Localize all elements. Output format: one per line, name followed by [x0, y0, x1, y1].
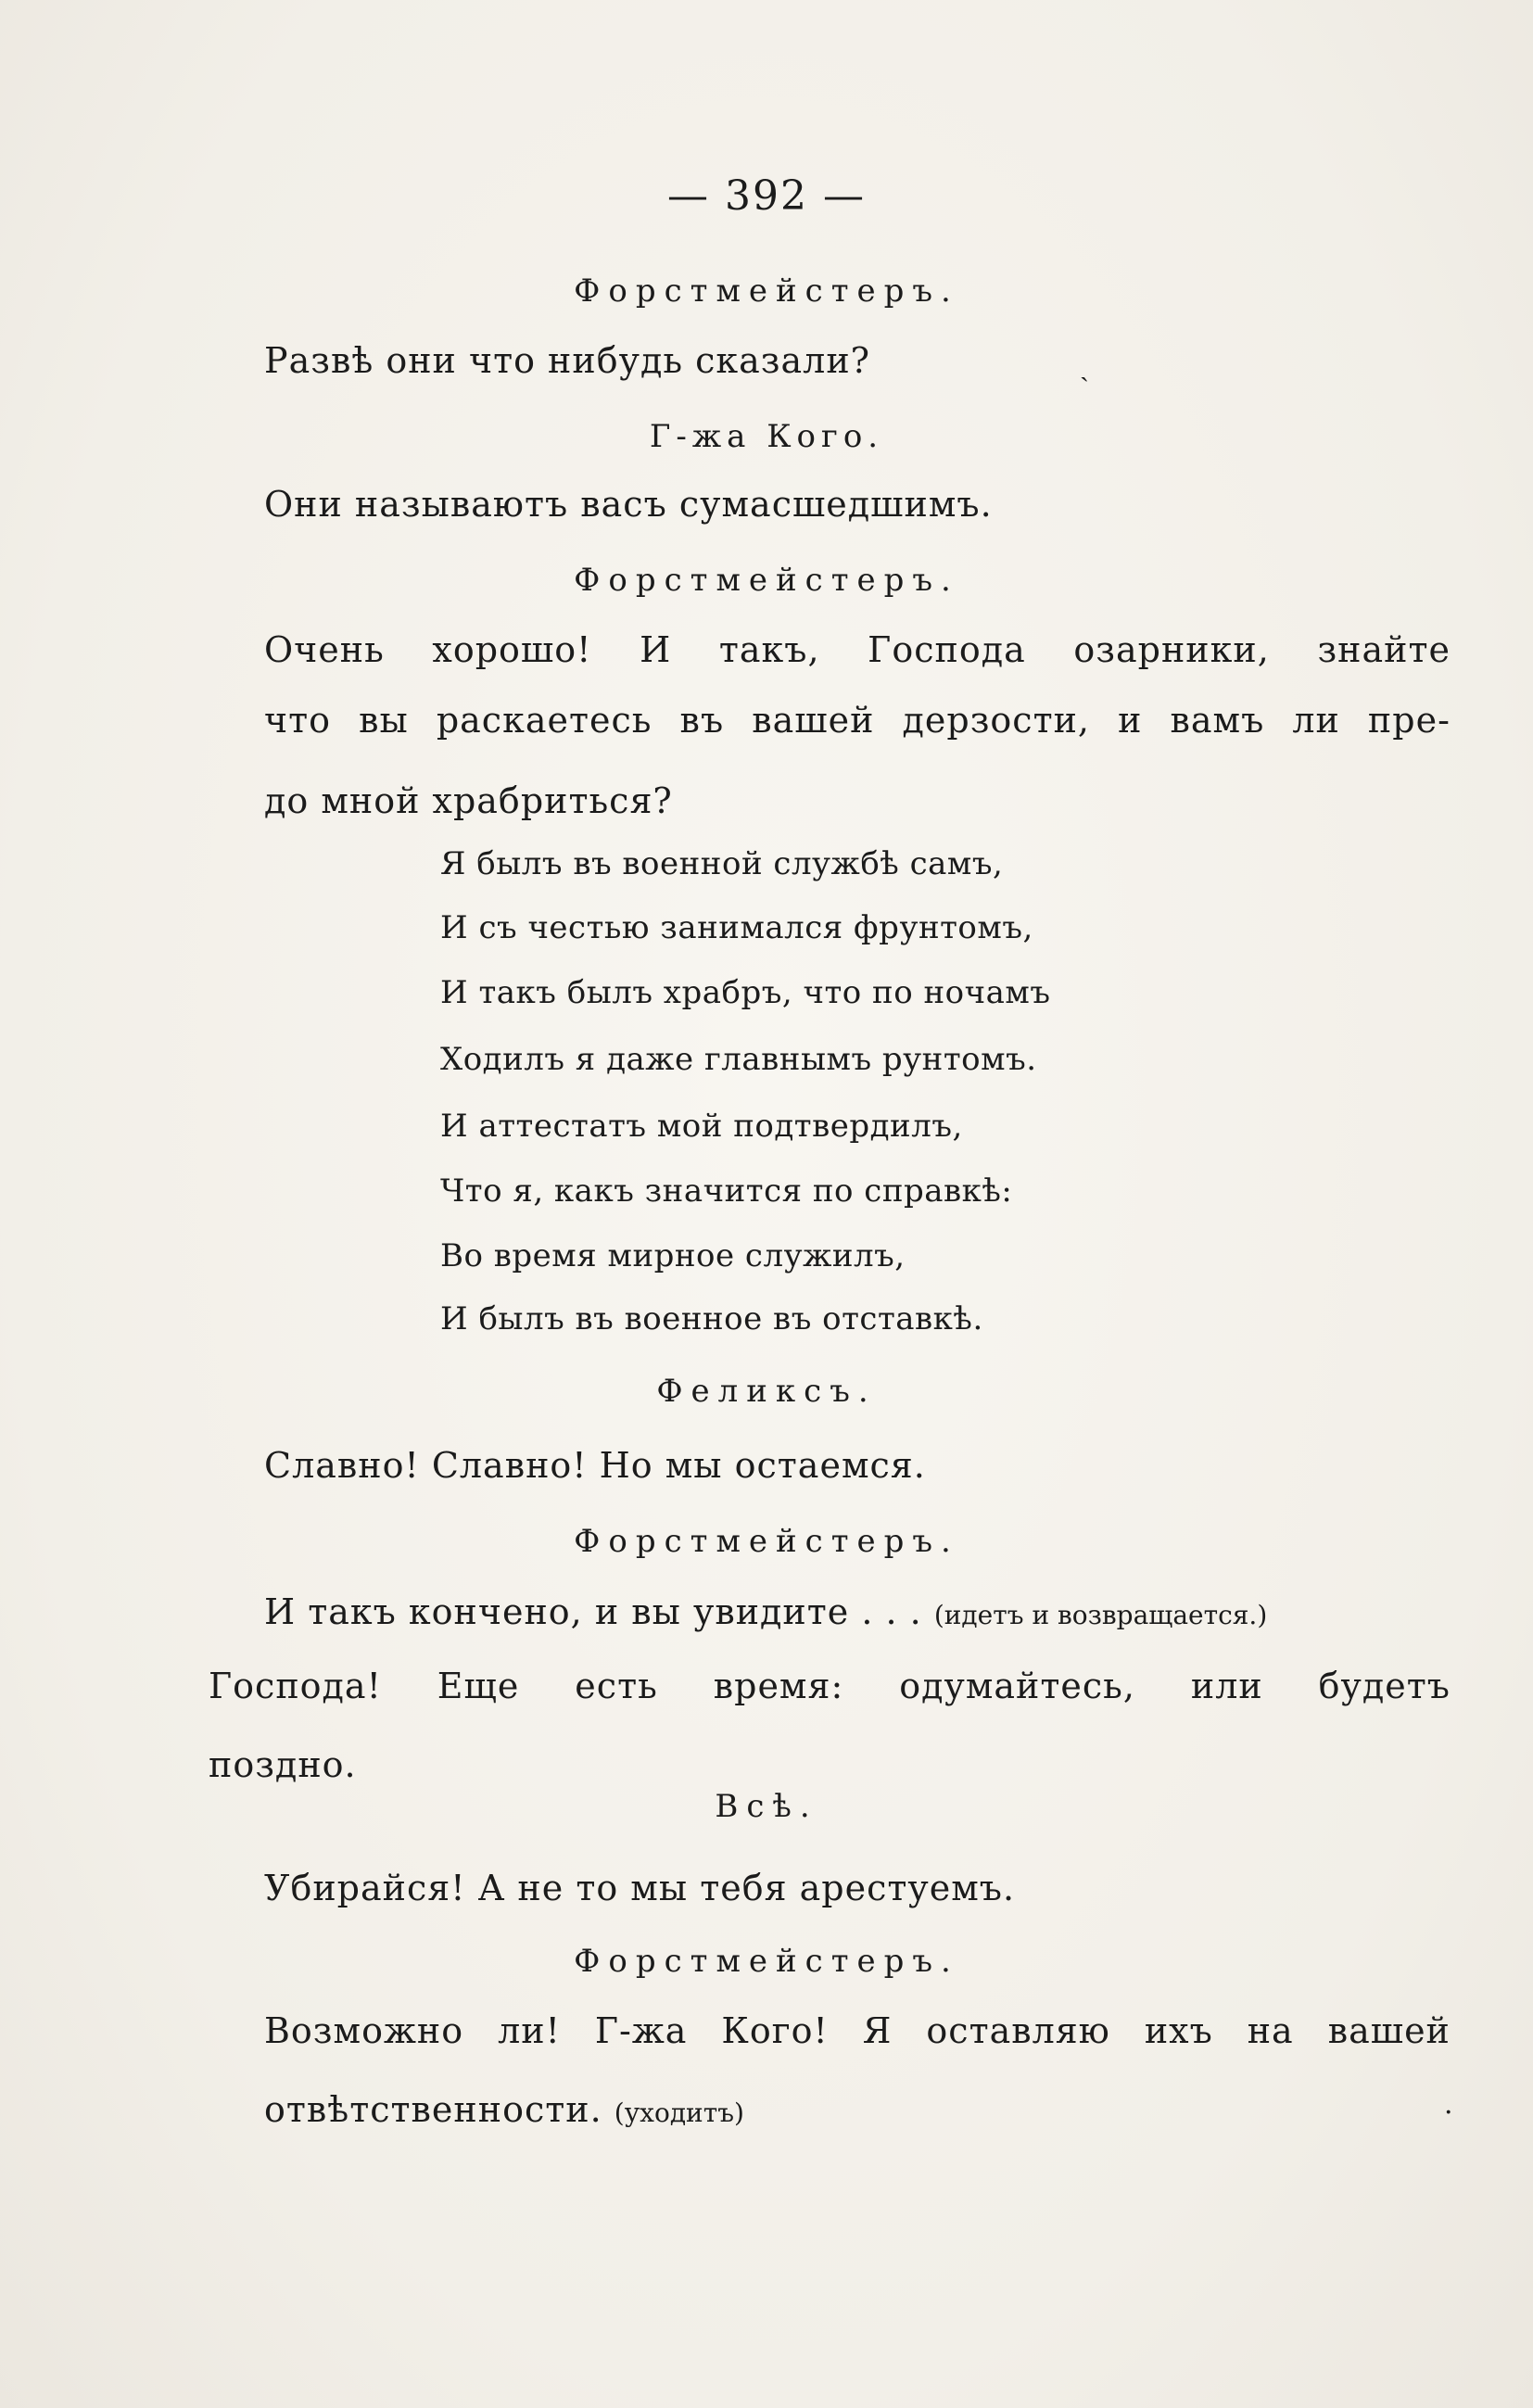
word: на	[1247, 2010, 1294, 2051]
verse-line: Ходилъ я даже главнымъ рунтомъ.	[440, 1041, 1037, 1078]
word: знайте	[1317, 629, 1451, 670]
word: дерзости,	[902, 700, 1091, 741]
verse-line: И съ честью занимался фрунтомъ,	[440, 909, 1033, 946]
dialogue-text: И такъ кончено, и вы увидите . . .	[264, 1591, 922, 1632]
word: въ	[679, 700, 725, 741]
word: раскаетесь	[436, 700, 652, 741]
ink-speck: ·	[1444, 2097, 1453, 2129]
dialogue-text: отвѣтственности.	[264, 2089, 602, 2130]
page-number: — 392 —	[667, 172, 866, 220]
word: есть	[575, 1666, 658, 1706]
speaker-name: Феликсъ.	[656, 1373, 877, 1410]
word: И	[640, 629, 672, 670]
dialogue-line: Славно! Славно! Но мы остаемся.	[264, 1445, 926, 1486]
speaker-name: Всѣ.	[715, 1788, 818, 1825]
stage-direction: (уходитъ)	[614, 2097, 744, 2128]
word: Господа!	[209, 1666, 382, 1706]
word: Возможно	[264, 2010, 464, 2051]
word: Еще	[437, 1666, 520, 1706]
speaker-name: Форстмейстеръ.	[574, 1523, 959, 1560]
word: Кого!	[721, 2010, 829, 2051]
verse-line: Во время мирное служилъ,	[440, 1237, 906, 1274]
speaker-name: Форстмейстеръ.	[574, 272, 959, 310]
word: Я	[862, 2010, 893, 2051]
word: Очень	[264, 629, 385, 670]
word: что	[264, 700, 332, 741]
word: ли	[1292, 700, 1340, 741]
word: оставляю	[926, 2010, 1110, 2051]
word: одумайтесь,	[899, 1666, 1135, 1706]
speaker-name: Г-жа Кого.	[649, 418, 884, 455]
word: ихъ	[1144, 2010, 1213, 2051]
word: вашей	[1327, 2010, 1451, 2051]
dialogue-line: Убирайся! А не то мы тебя арестуемъ.	[264, 1868, 1016, 1908]
word: будетъ	[1318, 1666, 1451, 1706]
speaker-name: Форстмейстеръ.	[574, 562, 959, 599]
verse-line: Что я, какъ значится по справкѣ:	[440, 1172, 1013, 1210]
word: вы	[359, 700, 409, 741]
dialogue-line	[264, 2010, 1451, 2051]
stage-direction: (идетъ и возвращается.)	[933, 1600, 1268, 1630]
dialogue-line	[264, 1591, 1268, 1632]
word: озарники,	[1073, 629, 1270, 670]
verse-line: И былъ въ военное въ отставкѣ.	[440, 1300, 983, 1337]
dialogue-line	[264, 629, 1451, 670]
verse-line: И аттестатъ мой подтвердилъ,	[440, 1108, 963, 1145]
word: такъ,	[718, 629, 820, 670]
word: или	[1190, 1666, 1263, 1706]
word: ли!	[498, 2010, 561, 2051]
dialogue-line	[209, 1668, 1451, 1704]
verse-line: Я былъ въ военной службѣ самъ,	[440, 845, 1004, 882]
word: и	[1118, 700, 1143, 741]
word: Г-жа	[594, 2010, 688, 2051]
word: хорошо!	[432, 629, 592, 670]
verse-line: И такъ былъ храбръ, что по ночамъ	[440, 974, 1051, 1011]
word: время:	[713, 1666, 844, 1706]
ink-speck: ˏ	[1080, 350, 1089, 383]
word: вашей	[752, 700, 875, 741]
dialogue-line: Развѣ они что нибудь сказали?	[264, 340, 871, 381]
dialogue-line: Они называютъ васъ сумасшедшимъ.	[264, 484, 993, 525]
word: пре-	[1367, 700, 1451, 741]
dialogue-line: поздно.	[209, 1744, 357, 1785]
speaker-name: Форстмейстеръ.	[574, 1943, 959, 1980]
dialogue-line	[264, 2089, 744, 2130]
dialogue-line: до мной храбриться?	[264, 780, 673, 821]
word: вамъ	[1170, 700, 1265, 741]
dialogue-line	[264, 700, 1451, 741]
word: Господа	[868, 629, 1026, 670]
